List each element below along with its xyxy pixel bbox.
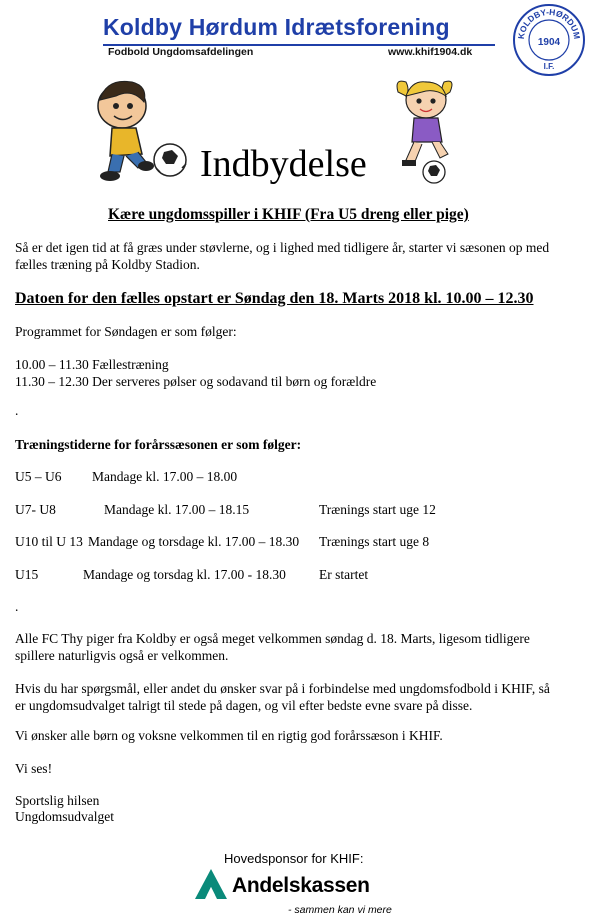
separator-dot: . [15,403,19,418]
sponsor-name[interactable]: Andelskassen [232,874,370,897]
signoff-committee: Ungdomsudvalget [15,809,114,824]
boy-football-illustration [92,76,192,186]
program-heading: Programmet for Søndagen er som følger: [15,324,237,339]
schedule-time: Mandage og torsdage kl. 17.00 – 18.30 [88,534,300,549]
schedule-team: U15 [15,567,39,582]
club-logo [512,3,586,77]
website-link[interactable]: www.khif1904.dk [388,46,473,58]
schedule-team: U5 – U6 [15,469,62,484]
logo-year: 1904 [537,37,561,48]
questions-line-1: Hvis du har spørgsmål, eller andet du ønsker svar på i forbindelse med ungdomsfodbold i KHIF, så [15,681,550,696]
invitation-title: Indbydelse [200,143,367,185]
department-name: Fodbold Ungdomsafdelingen [108,46,254,58]
schedule-note: Er startet [319,567,369,582]
schedule-note: Trænings start uge 12 [319,502,436,517]
schedule-team: U10 til U 13 [15,534,83,549]
welcome-text: Vi ønsker alle børn og voksne velkommen til en rigtig god forårssæson i KHIF. [15,728,443,743]
see-you-text: Vi ses! [15,761,53,776]
schedule-note: Trænings start uge 8 [319,534,430,549]
fc-thy-line-2: spillere naturligvis også er velkommen. [15,648,229,663]
intro-line-2: fælles træning på Koldby Stadion. [15,257,200,272]
start-date-heading: Datoen for den fælles opstart er Søndag den 18. Marts 2018 kl. 10.00 – 12.30 [15,290,534,307]
sponsor-label: Hovedsponsor for KHIF: [224,851,364,866]
salutation: Kære ungdomsspiller i KHIF (Fra U5 dreng eller pige) [108,206,469,223]
schedule-time: Mandage og torsdag kl. 17.00 - 18.30 [83,567,286,582]
sponsor-tagline: - sammen kan vi mere [288,904,392,916]
logo-text-bottom: I.F. [543,62,555,71]
program-item: 11.30 – 12.30 Der serveres pølser og sodavand til børn og forældre [15,374,377,389]
program-item: 10.00 – 11.30 Fællestræning [15,357,169,372]
signoff-greeting: Sportslig hilsen [15,793,100,808]
schedule-heading: Træningstiderne for forårssæsonen er som følger: [15,437,302,452]
logo-text-top: KOLDBY-HØRDUM [515,6,583,40]
club-name: Koldby Hørdum Idrætsforening [103,14,450,40]
schedule-time: Mandage kl. 17.00 – 18.00 [92,469,238,484]
separator-dot: . [15,599,19,614]
fc-thy-line-1: Alle FC Thy piger fra Koldby er også meget velkommen søndag d. 18. Marts, ligesom tidligere [15,631,530,646]
schedule-time: Mandage kl. 17.00 – 18.15 [104,502,250,517]
questions-line-2: er ungdomsudvalget talrigt til stede på dagen, og vil efter bedste evne svare på disse. [15,698,473,713]
girl-football-illustration [392,74,460,184]
intro-line-1: Så er det igen tid at få græs under støvlerne, og i lighed med tidligere år, starter vi sæsonen op med [15,240,550,255]
schedule-team: U7- U8 [15,502,56,517]
sponsor-logo-mark [193,867,229,901]
